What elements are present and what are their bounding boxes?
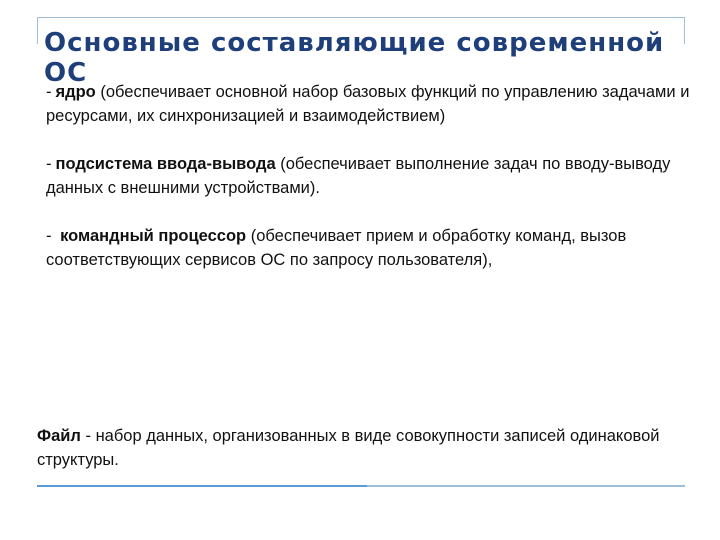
definition-text: - набор данных, организованных в виде совокупности записей одинаковой структуры.	[37, 427, 660, 469]
item-description: (обеспечивает прием и обработку команд, вызов соответствующих сервисов ОС по запросу пользователя),	[46, 227, 627, 269]
bullet-dash: -	[46, 227, 52, 245]
frame-line-left	[37, 17, 38, 44]
file-definition	[37, 424, 697, 472]
slide-title: Основные составляющие современной ОС	[44, 28, 665, 88]
list-item-command-processor	[46, 224, 696, 272]
list-item-kernel	[46, 80, 696, 128]
item-term: командный процессор	[60, 227, 247, 245]
item-term: ядро	[55, 83, 96, 101]
components-list	[46, 80, 696, 296]
bullet-dash: -	[46, 83, 52, 101]
frame-line-top-right	[367, 17, 685, 18]
item-description: (обеспечивает основной набор базовых функций по управлению задачами и ресурсами, их синхронизацией и взаимодействием)	[46, 83, 690, 125]
footer-line-right	[367, 485, 685, 487]
bullet-dash: -	[46, 155, 52, 173]
item-term: подсистема ввода-вывода	[55, 155, 276, 173]
footer-line-left	[37, 485, 367, 487]
item-description: (обеспечивает выполнение задач по вводу-выводу данных с внешними устройствами).	[46, 155, 671, 197]
definition-term: Файл	[37, 427, 81, 445]
list-item-io-subsystem	[46, 152, 696, 200]
frame-line-top-left	[37, 17, 367, 18]
